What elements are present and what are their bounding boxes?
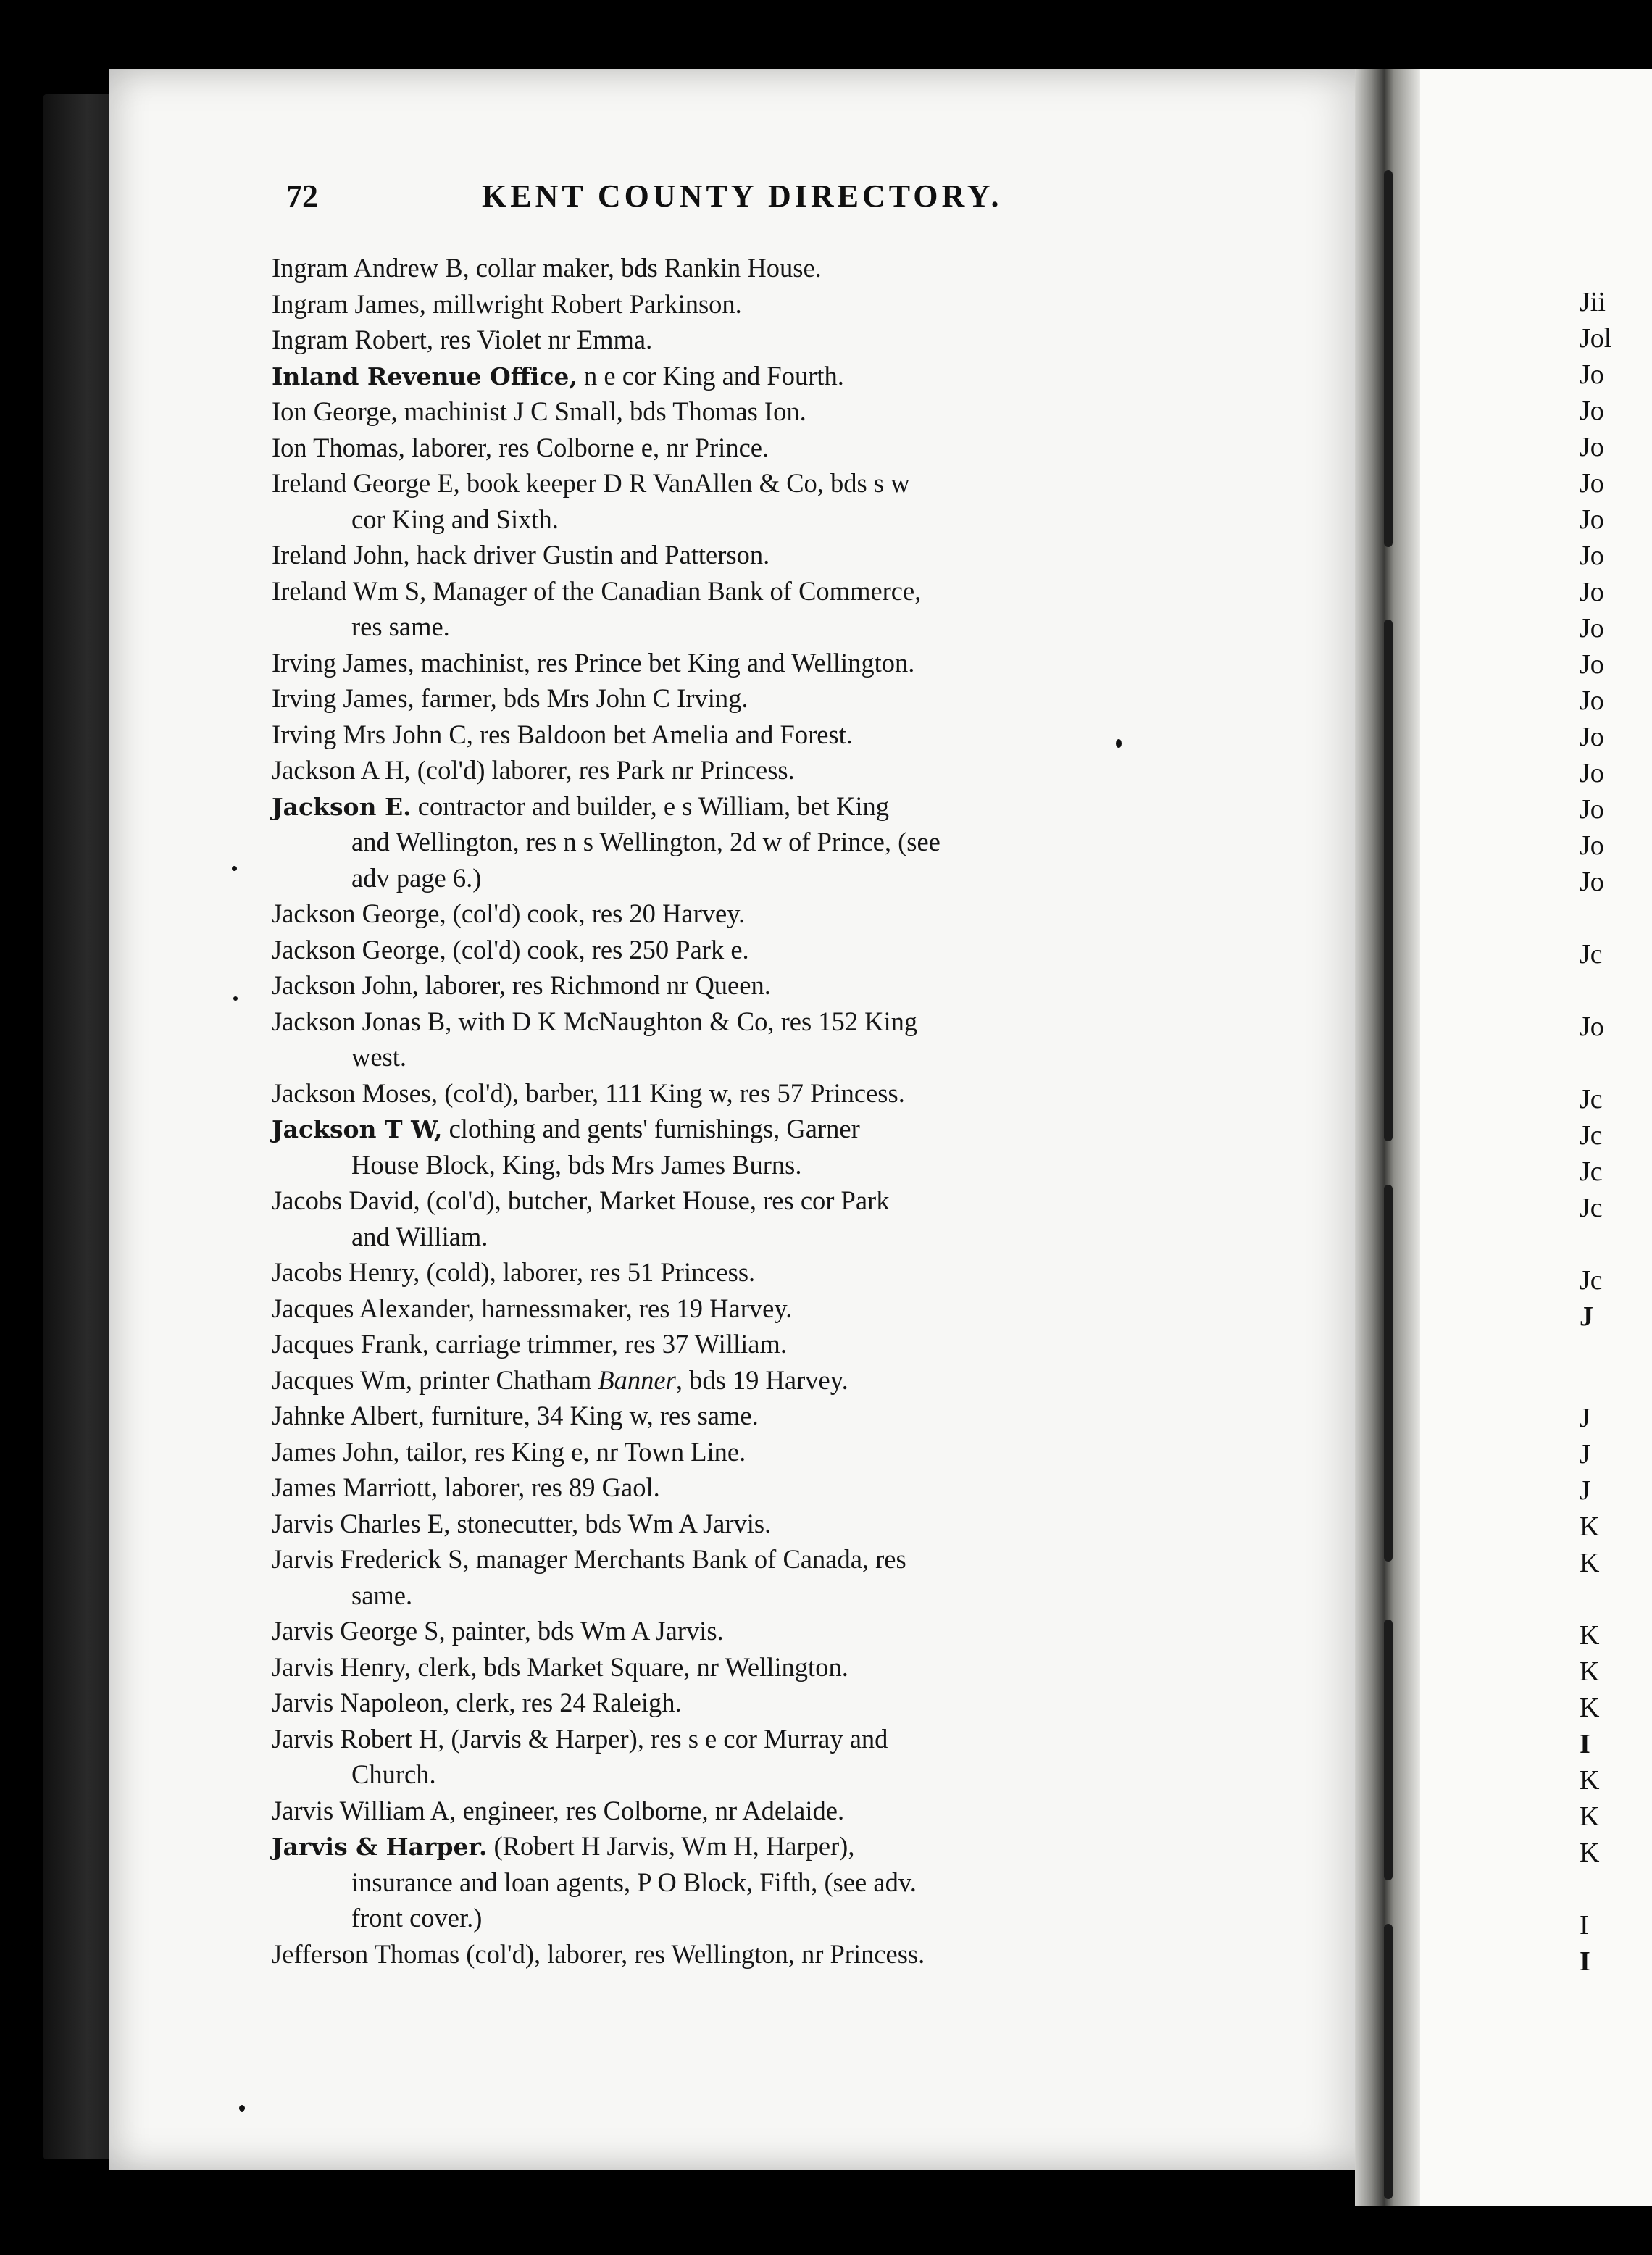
directory-entry — [272, 430, 1185, 466]
directory-entry — [272, 1685, 1185, 1721]
facing-page-fragment: Jc — [1580, 1084, 1603, 1114]
entry-text: Ion George, machinist J C Small, bds Thomas Ion. — [272, 396, 806, 426]
facing-page-fragment: Jo — [1580, 685, 1604, 716]
directory-entry — [272, 896, 1185, 932]
facing-page-fragment: K — [1580, 1656, 1600, 1687]
facing-page-fragment: K — [1580, 1801, 1600, 1832]
entry-text-after: , bds 19 Harvey. — [675, 1364, 848, 1395]
directory-entry — [272, 1362, 1185, 1399]
directory-entry — [272, 1291, 1185, 1327]
entry-text: Jarvis Henry, clerk, bds Market Square, nr Wellington. — [272, 1651, 848, 1682]
directory-entry — [272, 1506, 1185, 1542]
entry-text: Ireland John, hack driver Gustin and Patterson. — [272, 540, 770, 570]
binding-thread — [1384, 170, 1393, 547]
directory-entry-continuation: cor King and Sixth. — [351, 504, 559, 534]
directory-entry — [272, 1075, 1185, 1112]
directory-entry — [272, 645, 1185, 681]
entry-text: clothing and gents' furnishings, Garner — [442, 1114, 860, 1143]
directory-entry — [272, 573, 1185, 609]
facing-page-fragment: J — [1580, 1301, 1593, 1332]
facing-page-fragment: Jol — [1580, 323, 1612, 354]
binding-thread — [1384, 620, 1393, 1141]
print-speck — [1116, 739, 1122, 748]
entry-text: Jarvis William A, engineer, res Colborne, nr Adelaide. — [272, 1795, 845, 1825]
facing-page-fragment: Jo — [1580, 432, 1604, 462]
entry-text: Jarvis Napoleon, clerk, res 24 Raleigh. — [272, 1688, 682, 1717]
entry-bold-name: Jackson E. — [272, 792, 412, 821]
directory-entry — [272, 680, 1185, 717]
entry-text: Jacobs Henry, (cold), laborer, res 51 Princess. — [272, 1257, 756, 1287]
directory-entry-continuation: House Block, King, bds Mrs James Burns. — [351, 1149, 802, 1180]
book-spine-gutter — [1355, 69, 1420, 2206]
directory-entry-continuation: front cover.) — [351, 1903, 483, 1933]
facing-page-fragment: K — [1580, 1620, 1600, 1651]
directory-entry — [272, 286, 1185, 322]
entry-text: Jackson John, laborer, res Richmond nr Queen. — [272, 970, 771, 1000]
directory-listing — [272, 250, 1185, 1972]
facing-page-fragment: Jo — [1580, 396, 1604, 426]
facing-page-fragment: Jo — [1580, 649, 1604, 680]
entry-italic: Banner — [598, 1364, 676, 1395]
directory-entry — [272, 1541, 1185, 1577]
directory-entry — [272, 1183, 1185, 1219]
binding-thread — [1384, 1185, 1393, 1562]
directory-entry — [272, 1004, 1185, 1040]
page-number: 72 — [286, 178, 318, 214]
entry-text: Jarvis Robert H, (Jarvis & Harper), res s e cor Murray and — [272, 1723, 888, 1754]
directory-entry — [272, 1326, 1185, 1362]
directory-entry-continuation: adv page 6.) — [351, 862, 482, 893]
facing-page-fragment: Jo — [1580, 359, 1604, 390]
facing-page-fragment: Jc — [1580, 1156, 1603, 1187]
facing-page-fragment: Jo — [1580, 867, 1604, 897]
directory-entry — [272, 250, 1185, 286]
entry-text: Jacques Wm, printer Chatham — [272, 1364, 598, 1395]
entry-text: James Marriott, laborer, res 89 Gaol. — [272, 1472, 660, 1502]
running-head: KENT COUNTY DIRECTORY. — [482, 178, 1003, 214]
facing-page-fragment: K — [1580, 1693, 1600, 1723]
entry-text: Ingram Andrew B, collar maker, bds Rankin House. — [272, 253, 822, 283]
entry-text: Jarvis George S, painter, bds Wm A Jarvis. — [272, 1616, 724, 1646]
facing-page-fragment: Jo — [1580, 722, 1604, 752]
entry-text: James John, tailor, res King e, nr Town Line. — [272, 1436, 746, 1467]
entry-text: Jacques Alexander, harnessmaker, res 19 Harvey. — [272, 1293, 793, 1323]
facing-page-fragment: Jc — [1580, 939, 1603, 970]
facing-page-fragment: Jo — [1580, 830, 1604, 861]
directory-entry — [272, 752, 1185, 788]
facing-page-fragment: J — [1580, 1475, 1590, 1506]
directory-entry — [272, 1613, 1185, 1649]
entry-text: Jackson Jonas B, with D K McNaughton & Co, res 152 King — [272, 1006, 918, 1036]
print-speck — [232, 866, 237, 871]
entry-text: Irving James, machinist, res Prince bet King and Wellington. — [272, 647, 915, 678]
facing-page-fragment: I — [1580, 1729, 1590, 1759]
directory-entry — [272, 1434, 1185, 1470]
entry-text: Ingram Robert, res Violet nr Emma. — [272, 325, 653, 354]
directory-entry — [272, 717, 1185, 753]
entry-bold-name: Jackson T W, — [272, 1115, 443, 1143]
entry-text: Ion Thomas, laborer, res Colborne e, nr Prince. — [272, 432, 769, 462]
entry-bold-name: Inland Revenue Office, — [272, 362, 577, 391]
entry-bold-name: Jarvis & Harper. — [272, 1833, 488, 1861]
facing-page-fragment: J — [1580, 1403, 1590, 1433]
directory-entry — [272, 1111, 1185, 1147]
binding-thread — [1384, 1924, 1393, 2199]
directory-entry — [272, 932, 1185, 968]
facing-page-fragment: Jo — [1580, 613, 1604, 643]
directory-entry-continuation: Church. — [351, 1759, 436, 1789]
entry-text: Ireland Wm S, Manager of the Canadian Bank of Commerce, — [272, 575, 922, 606]
binding-thread — [1384, 1620, 1393, 1880]
directory-entry-continuation: insurance and loan agents, P O Block, Fifth, (see adv. — [351, 1867, 917, 1897]
facing-page-fragment: Jc — [1580, 1265, 1603, 1296]
entry-text: Jarvis Charles E, stonecutter, bds Wm A Jarvis. — [272, 1508, 772, 1538]
entry-text: Jackson Moses, (col'd), barber, 111 King w, res 57 Princess. — [272, 1078, 905, 1108]
entry-text: Jacobs David, (col'd), butcher, Market House, res cor Park — [272, 1185, 890, 1215]
facing-page-fragment: Jo — [1580, 758, 1604, 788]
entry-text: Jackson George, (col'd) cook, res 250 Park e. — [272, 934, 749, 964]
facing-page-fragment: J — [1580, 1439, 1590, 1470]
entry-text: n e cor King and Fourth. — [577, 360, 844, 391]
facing-page-fragment: I — [1580, 1910, 1589, 1941]
facing-page-fragment: K — [1580, 1838, 1600, 1868]
directory-entry-continuation: and William. — [351, 1221, 488, 1251]
directory-entry-continuation: west. — [351, 1042, 407, 1072]
entry-text: (Robert H Jarvis, Wm H, Harper), — [487, 1831, 855, 1861]
directory-entry — [272, 788, 1185, 825]
facing-page-fragment: Jo — [1580, 468, 1604, 499]
directory-entry-continuation: and Wellington, res n s Wellington, 2d w of Prince, (see — [351, 827, 940, 856]
facing-page-fragment: Jo — [1580, 1012, 1604, 1042]
entry-text: Jahnke Albert, furniture, 34 King w, res same. — [272, 1401, 759, 1430]
facing-page-fragment: Jii — [1580, 287, 1606, 317]
entry-text: Jackson George, (col'd) cook, res 20 Harvey. — [272, 899, 746, 928]
directory-entry — [272, 1254, 1185, 1291]
directory-entry — [272, 358, 1185, 394]
facing-page-fragment: K — [1580, 1512, 1600, 1542]
directory-entry — [272, 393, 1185, 430]
directory-entry — [272, 322, 1185, 358]
page-header — [286, 178, 1301, 221]
entry-text: Jefferson Thomas (col'd), laborer, res Wellington, nr Princess. — [272, 1938, 925, 1969]
entry-text: Jarvis Frederick S, manager Merchants Bank of Canada, res — [272, 1544, 906, 1574]
entry-text: Irving Mrs John C, res Baldoon bet Amelia and Forest. — [272, 719, 853, 749]
directory-entry — [272, 1398, 1185, 1434]
directory-entry — [272, 537, 1185, 573]
entry-text: Ingram James, millwright Robert Parkinson. — [272, 288, 742, 319]
entry-text: contractor and builder, e s William, bet King — [411, 791, 889, 821]
directory-entry — [272, 1936, 1185, 1972]
print-speck — [239, 2105, 245, 2112]
directory-entry — [272, 465, 1185, 501]
facing-page-fragment: I — [1580, 1946, 1590, 1977]
facing-page-fragment: Jo — [1580, 577, 1604, 607]
directory-entry — [272, 1721, 1185, 1757]
entry-text: Ireland George E, book keeper D R VanAllen & Co, bds s w — [272, 468, 910, 498]
facing-page-fragment: Jo — [1580, 541, 1604, 571]
entry-text: Irving James, farmer, bds Mrs John C Irving. — [272, 683, 748, 713]
facing-page-fragment: Jo — [1580, 504, 1604, 535]
print-speck — [233, 996, 238, 1001]
facing-page — [1413, 69, 1652, 2206]
facing-page-fragment: Jc — [1580, 1193, 1603, 1223]
directory-entry-continuation: res same. — [351, 612, 450, 641]
facing-page-fragment: Jc — [1580, 1120, 1603, 1151]
directory-entry — [272, 1793, 1185, 1829]
directory-entry — [272, 1649, 1185, 1685]
directory-entry — [272, 1828, 1185, 1864]
facing-page-fragment: K — [1580, 1765, 1600, 1796]
facing-page-fragment: Jo — [1580, 794, 1604, 825]
facing-page-fragment: K — [1580, 1548, 1600, 1578]
entry-text: Jacques Frank, carriage trimmer, res 37 William. — [272, 1329, 787, 1359]
directory-entry — [272, 1470, 1185, 1506]
directory-entry-continuation: same. — [351, 1580, 413, 1610]
entry-text: Jackson A H, (col'd) laborer, res Park nr Princess. — [272, 755, 795, 785]
directory-entry — [272, 967, 1185, 1004]
